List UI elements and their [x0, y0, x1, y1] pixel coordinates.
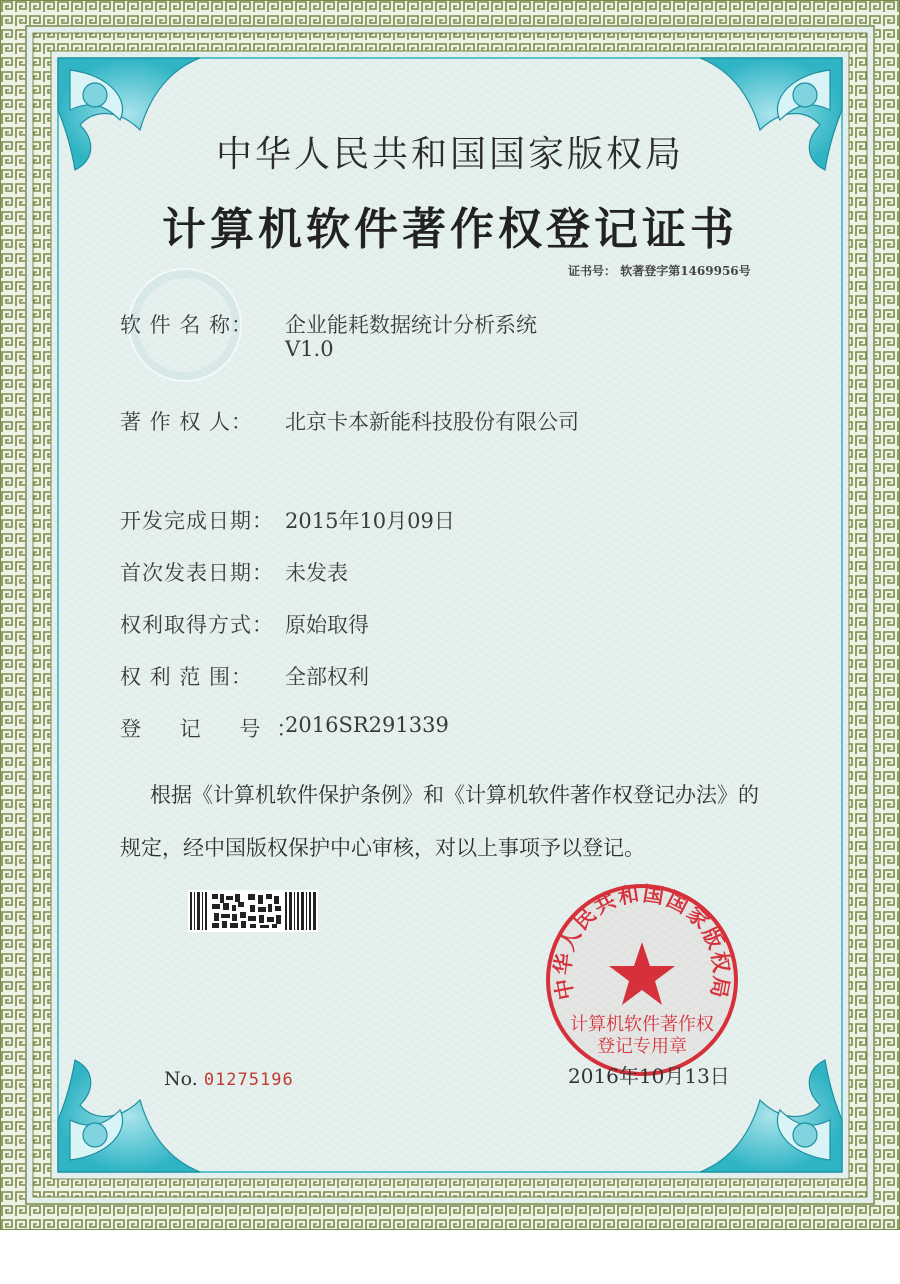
rights-scope-value: 全部权利: [285, 665, 369, 689]
serial-number-value: 01275196: [203, 1070, 294, 1090]
acquisition-method-label: 权利取得方式：: [120, 613, 274, 637]
seal-inner-line-1: 计算机软件著作权: [570, 1014, 714, 1035]
statement-line-1: 根据《计算机软件保护条例》和《计算机软件著作权登记办法》的: [150, 783, 759, 807]
software-name-value: 企业能耗数据统计分析系统: [285, 313, 537, 337]
document-title: 计算机软件著作权登记证书: [162, 204, 738, 255]
official-seal: [542, 880, 742, 1080]
serial-number-prefix: No.: [164, 1068, 198, 1090]
issuer-title: 中华人民共和国国家版权局: [215, 134, 684, 175]
barcode: [188, 890, 318, 932]
statement-line-2: 规定，经中国版权保护中心审核，对以上事项予以登记。: [120, 836, 645, 860]
first-publish-date-label: 首次发表日期：: [120, 561, 274, 585]
copyright-owner-value: 北京卡本新能科技股份有限公司: [285, 410, 579, 434]
certificate-number-label: 证书号：: [568, 264, 617, 278]
rights-scope-label: 权 利 范 围：: [120, 665, 254, 689]
first-publish-date-value: 未发表: [285, 561, 348, 585]
completion-date-value: 2015年10月09日: [285, 509, 455, 533]
seal-inner-line-2: 登记专用章: [597, 1036, 687, 1057]
registration-number-value: 2016SR291339: [285, 713, 449, 737]
certificate-number-value: 软著登字第1469956号: [620, 264, 751, 278]
certificate-number: [568, 262, 751, 279]
software-version-value: V1.0: [285, 337, 334, 361]
registration-number-label: 登 记 号：: [120, 717, 314, 741]
copyright-owner-label: 著 作 权 人：: [120, 410, 254, 434]
acquisition-method-value: 原始取得: [285, 613, 369, 637]
software-name-label: 软 件 名 称：: [120, 313, 254, 337]
issue-date: 2016年10月13日: [568, 1064, 730, 1088]
serial-number: [164, 1068, 294, 1090]
completion-date-label: 开发完成日期：: [120, 509, 274, 533]
seal-outer-text: 中华人民共和国国家版权局: [550, 881, 734, 1002]
